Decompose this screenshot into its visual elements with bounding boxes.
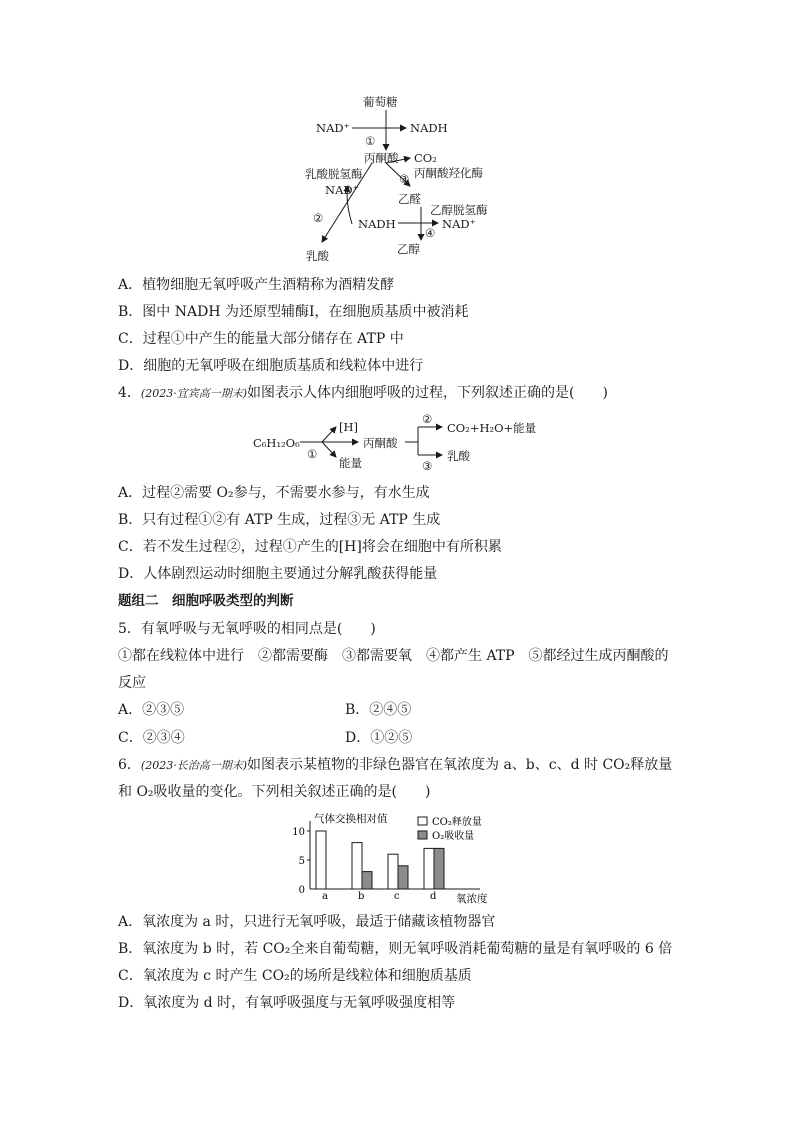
legend-swatch-0 [418,817,427,825]
q3-option-b: B．图中 NADH 为还原型辅酶Ⅰ，在细胞质基质中被消耗 [118,304,469,320]
legend-label-1: O₂吸收量 [432,831,475,842]
q3-option-c: C．过程①中产生的能量大部分储存在 ATP 中 [118,331,404,347]
q5-items-line1: ①都在线粒体中进行 ②都需要酶 ③都需要氧 ④都产生 ATP ⑤都经过生成丙酮酸的 [118,648,669,664]
ethanol-label: 乙醇 [397,242,420,256]
q5-option-b: B．②④⑤ [345,702,412,718]
x-tick-label: c [394,891,400,902]
q6-option-d: D．氧浓度为 d 时，有氧呼吸强度与无氧呼吸强度相等 [118,995,456,1011]
legend-swatch-1 [418,831,427,839]
nad-plus-label: NAD⁺ [316,121,350,135]
nadh-label: NADH [410,121,448,135]
pyruvate-label: 丙酮酸 [364,151,399,165]
acetaldehyde-label: 乙醛 [398,192,421,206]
legend-label-0: CO₂释放量 [432,817,482,828]
q4-number: 4． [118,385,141,401]
y-tick-label: 5 [298,856,305,867]
glucose-label: 葡萄糖 [363,95,398,109]
nadh-label-2: NADH [358,217,396,231]
co2-label: CO₂ [414,151,437,165]
group-title: 题组二 细胞呼吸类型的判断 [118,593,294,609]
q3-option-d: D．细胞的无氧呼吸在细胞质基质和线粒体中进行 [118,358,424,374]
step4-label: ④ [425,226,436,240]
q4-source: (2023·宜宾高一期末) [140,387,247,400]
step1-label: ① [365,134,376,148]
q6-option-c: C．氧浓度为 c 时产生 CO₂的场所是线粒体和细胞质基质 [118,968,472,984]
q3-option-a: A．植物细胞无氧呼吸产生酒精称为酒精发酵 [118,277,395,293]
bar-c-1 [398,866,408,889]
q4-option-d: D．人体剧烈运动时细胞主要通过分解乳酸获得能量 [118,566,438,582]
step2-label-q4: ② [422,412,433,426]
q5-option-a: A．②③⑤ [118,702,185,718]
step2-label: ② [313,211,324,225]
q5-stem: 5．有氧呼吸与无氧呼吸的相同点是( ) [118,621,376,637]
pyruvate-label-q4: 丙酮酸 [363,436,398,450]
bar-d-0 [424,848,434,889]
q6-option-b: B．氧浓度为 b 时，若 CO₂全来自葡萄糖，则无氧呼吸消耗葡萄糖的量是有氧呼吸的 6 倍 [118,941,673,957]
y-tick-label: 0 [298,885,305,896]
alcohol-dehydrogenase-label: 乙醇脱氢酶 [430,203,488,217]
step3-label: ③ [399,172,410,186]
lactate-label-q4: 乳酸 [447,449,470,463]
q6-source: (2023·长治高一期末) [140,759,247,772]
y-tick-label: 10 [292,827,305,838]
glucose-formula-label: C₆H₁₂O₆ [253,436,300,450]
bar-c-0 [388,854,398,889]
q4-option-b: B．只有过程①②有 ATP 生成，过程③无 ATP 生成 [118,512,441,528]
x-axis-label: 氧浓度 [456,893,488,904]
q5-option-c: C．②③④ [118,730,185,746]
fermentation-arrows [0,0,794,270]
step1-label-q4: ① [307,447,318,461]
q6-stem-line1 [118,755,672,776]
bar-d-1 [434,848,444,889]
x-tick-label: b [358,891,365,902]
y-axis-label: 气体交换相对值 [314,813,388,825]
x-tick-label: a [322,891,328,902]
aerobic-product-label: CO₂+H₂O+能量 [447,421,537,435]
q6-option-a: A．氧浓度为 a 时，只进行无氧呼吸，最适于储藏该植物器官 [118,914,496,930]
nad-plus-label-3: NAD⁺ [442,217,476,231]
pyruvate-decarboxylase-label: 丙酮酸羟化酶 [414,166,483,180]
lactate-label: 乳酸 [306,249,329,263]
lactate-dehydrogenase-label: 乳酸脱氢酶 [305,167,363,181]
bar-b-0 [352,843,362,889]
energy-label: 能量 [339,456,362,470]
q4-stem [118,383,608,404]
bar-b-1 [362,872,372,889]
nad-plus-label-2: NAD⁺ [325,183,359,197]
bar-a-0 [316,831,326,889]
q4-option-a: A．过程②需要 O₂参与，不需要水参与，有水生成 [118,485,430,501]
h-label: [H] [339,420,359,434]
gas-exchange-chart [280,808,520,904]
q4-option-c: C．若不发生过程②，过程①产生的[H]将会在细胞中有所积累 [118,539,502,555]
q5-option-d: D．①②⑤ [345,730,413,746]
q6-stem-line2: 和 O₂吸收量的变化。下列相关叙述正确的是( ) [118,784,431,800]
x-tick-label: d [430,891,437,902]
q6-stem-text: 如图表示某植物的非绿色器官在氧浓度为 a、b、c、d 时 CO₂释放量 [247,757,673,773]
q4-stem-text: 如图表示人体内细胞呼吸的过程，下列叙述正确的是( ) [247,385,608,401]
q6-number: 6． [118,757,141,773]
step3-label-q4: ③ [422,459,433,473]
q5-items-line2: 反应 [118,675,146,691]
